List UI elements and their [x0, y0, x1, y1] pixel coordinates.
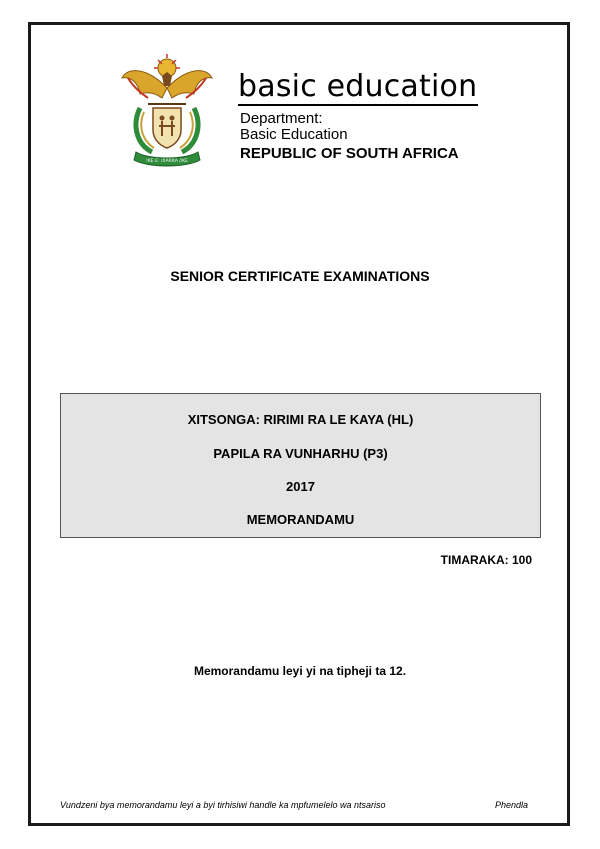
doc-type-line: MEMORANDAMU [246, 512, 355, 527]
brand-name: basic education [238, 69, 478, 104]
brand-underline [238, 104, 478, 106]
department-line-1: Department: [240, 110, 323, 127]
coat-of-arms-icon [118, 48, 216, 168]
crest-motto: !KE E: /XARRA //KE [146, 159, 188, 164]
republic-label: REPUBLIC OF SOUTH AFRICA [240, 145, 459, 162]
exam-title: SENIOR CERTIFICATE EXAMINATIONS [170, 268, 430, 284]
department-label [240, 111, 348, 143]
footer-turn-page: Phendla [494, 800, 528, 810]
exam-info-box [60, 393, 541, 538]
paper-line: PAPILA RA VUNHARHU (P3) [213, 446, 388, 461]
footer-copyright-note: Vundzeni bya memorandamu leyi a byi tirhisiwi handle ka mpfumelelo wa ntsariso [60, 800, 386, 810]
page-count-note: Memorandamu leyi yi na tipheji ta 12. [193, 664, 407, 678]
subject-line: XITSONGA: RIRIMI RA LE KAYA (HL) [187, 412, 414, 427]
total-marks: TIMARAKA: 100 [440, 553, 532, 567]
year-line: 2017 [286, 479, 315, 494]
department-line-2: Basic Education [240, 126, 348, 143]
